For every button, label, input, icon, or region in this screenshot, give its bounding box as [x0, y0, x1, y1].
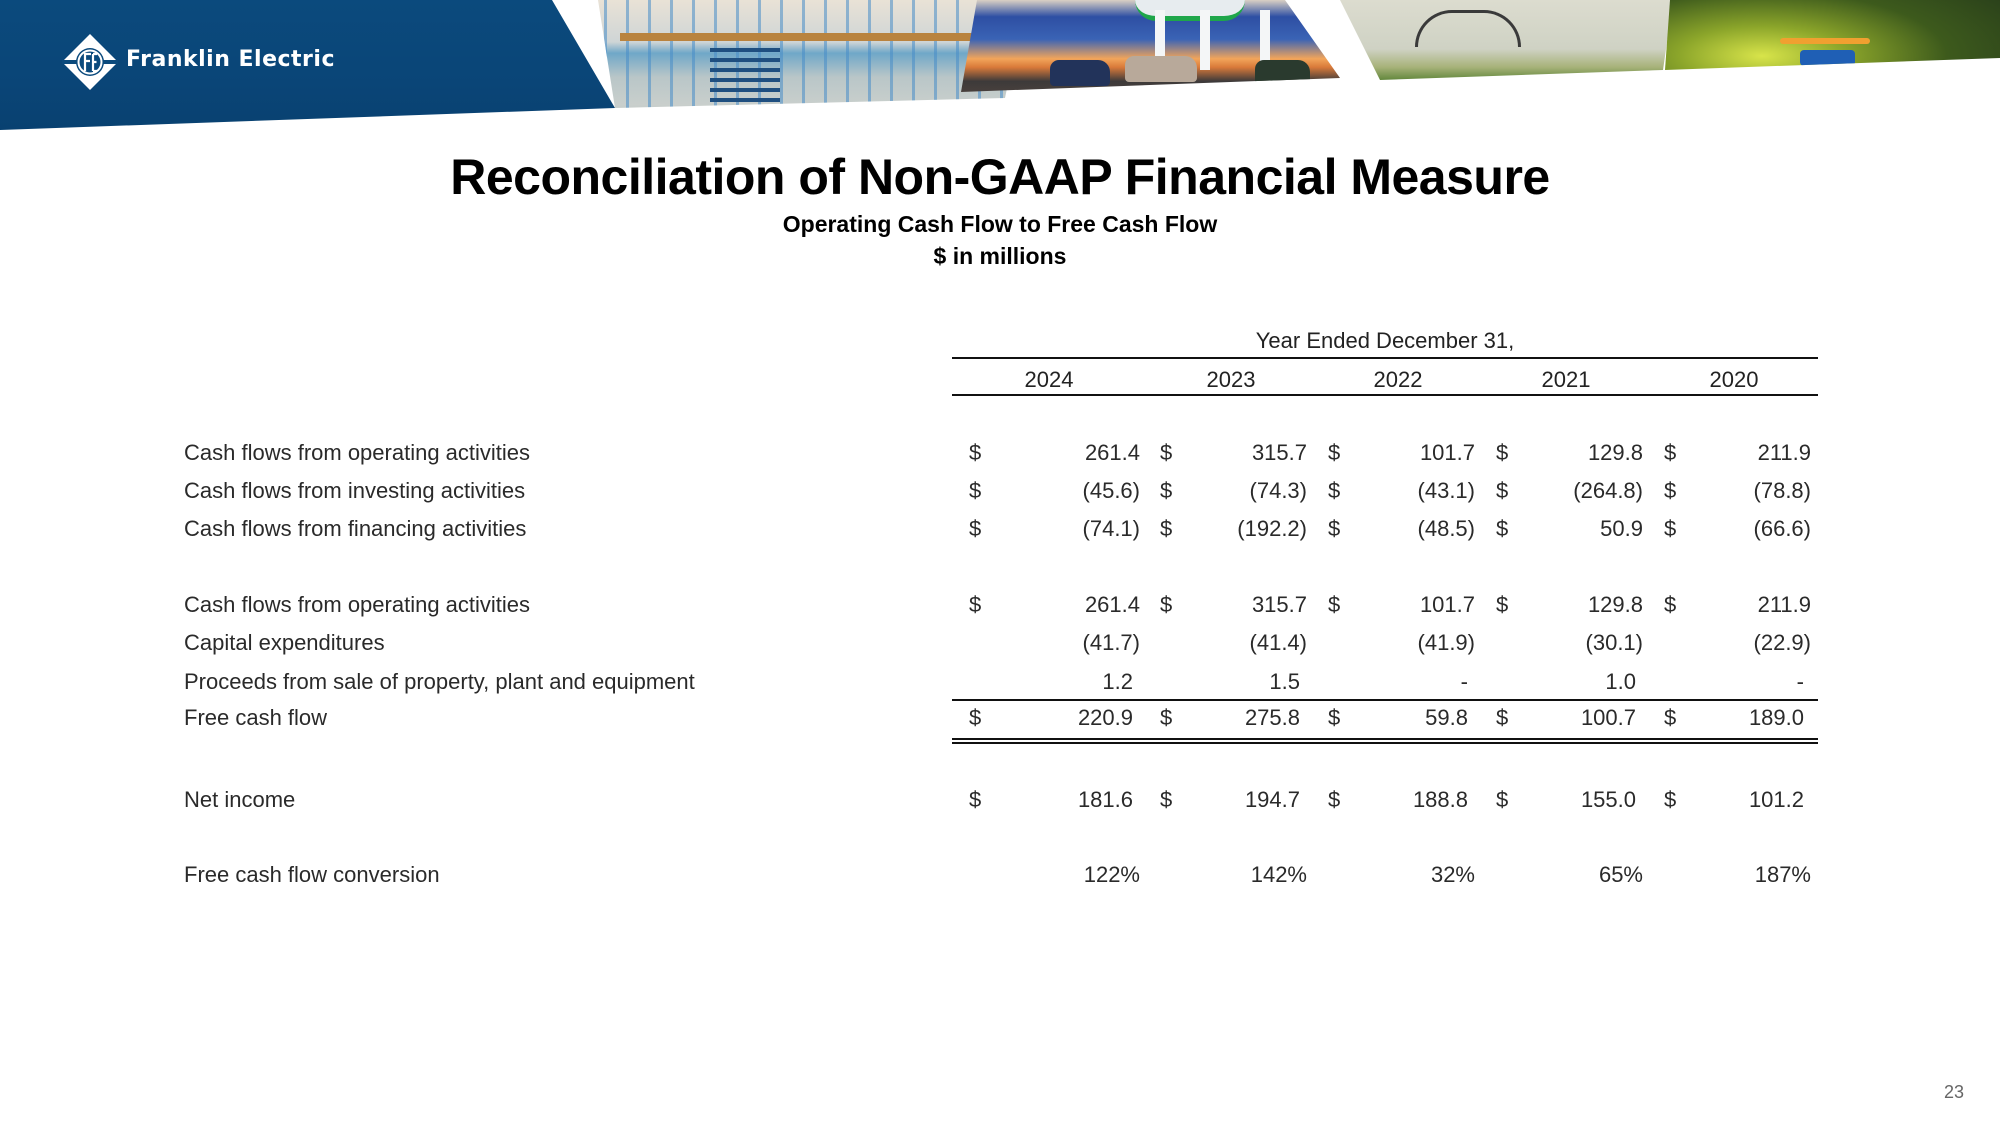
currency-symbol: $ — [1160, 440, 1173, 465]
currency-symbol: $ — [1328, 787, 1341, 812]
currency-symbol: $ — [1664, 592, 1677, 617]
table-row-capex — [0, 630, 2000, 660]
value-2022: 32% — [1430, 862, 1475, 887]
row-label: Free cash flow — [184, 705, 328, 730]
currency-symbol: $ — [969, 516, 982, 541]
table-row-operating — [0, 440, 2000, 470]
value-2021: 129.8 — [1587, 592, 1643, 617]
total-double-rule-top — [952, 738, 1818, 740]
value-2020: - — [1796, 669, 1804, 694]
currency-symbol: $ — [1664, 478, 1677, 503]
value-2021: 50.9 — [1600, 516, 1643, 541]
value-2021: 65% — [1598, 862, 1643, 887]
currency-symbol: $ — [1328, 478, 1341, 503]
sprinkler-arm — [1780, 38, 1870, 44]
irrigation-field-photo — [1295, 0, 1675, 140]
currency-symbol: $ — [1496, 440, 1509, 465]
car — [1125, 56, 1197, 82]
car — [1050, 60, 1110, 86]
value-2021: (264.8) — [1573, 478, 1643, 503]
currency-symbol: $ — [969, 787, 982, 812]
currency-symbol: $ — [1160, 592, 1173, 617]
row-label: Net income — [184, 787, 296, 812]
year-header-2020: 2020 — [1709, 367, 1759, 392]
value-2021: 100.7 — [1580, 705, 1636, 730]
year-header-2023: 2023 — [1206, 367, 1256, 392]
value-2023: 315.7 — [1251, 592, 1307, 617]
currency-symbol: $ — [969, 705, 982, 730]
value-2022: (48.5) — [1417, 516, 1475, 541]
sprinkler-base — [1800, 50, 1855, 66]
value-2024: 261.4 — [1084, 440, 1140, 465]
row-label: Proceeds from sale of property, plant and equipment — [184, 669, 695, 694]
value-2020: 211.9 — [1757, 440, 1811, 465]
subtotal-rule — [952, 699, 1818, 701]
table-row-free-cash-flow — [0, 705, 2000, 735]
value-2023: 194.7 — [1244, 787, 1300, 812]
value-2021: 155.0 — [1580, 787, 1636, 812]
value-2020: 211.9 — [1757, 592, 1811, 617]
currency-symbol: $ — [1496, 516, 1509, 541]
value-2023: 1.5 — [1269, 669, 1300, 694]
header-bottom-rule — [952, 394, 1818, 396]
year-header-2021: 2021 — [1541, 367, 1591, 392]
currency-symbol: $ — [1160, 516, 1173, 541]
currency-symbol: $ — [969, 440, 982, 465]
row-label: Cash flows from investing activities — [184, 478, 526, 503]
table-row-net-income — [0, 787, 2000, 817]
value-2020: (66.6) — [1753, 516, 1811, 541]
value-2022: (43.1) — [1417, 478, 1475, 503]
value-2023: 275.8 — [1244, 705, 1300, 730]
row-label: Cash flows from operating activities — [184, 592, 531, 617]
header-banner — [0, 0, 2000, 140]
canopy-pillar — [1200, 10, 1210, 70]
table-row-ppe-proceeds — [0, 669, 2000, 699]
value-2023: 315.7 — [1251, 440, 1307, 465]
value-2020: 187% — [1754, 862, 1811, 887]
value-2024: 1.2 — [1102, 669, 1133, 694]
currency-symbol: $ — [1328, 440, 1341, 465]
currency-symbol: $ — [1328, 516, 1341, 541]
brand-name: Franklin Electric — [126, 47, 335, 72]
value-2023: (74.3) — [1249, 478, 1307, 503]
page-subtitle: Operating Cash Flow to Free Cash Flow — [782, 211, 1218, 237]
currency-symbol: $ — [1664, 516, 1677, 541]
currency-symbol: $ — [1664, 787, 1677, 812]
value-2023: (192.2) — [1237, 516, 1307, 541]
bridge-deck — [620, 33, 1010, 41]
value-2024: (45.6) — [1082, 478, 1140, 503]
value-2024: 261.4 — [1084, 592, 1140, 617]
row-label: Cash flows from financing activities — [184, 516, 527, 541]
currency-symbol: $ — [1664, 440, 1677, 465]
header-top-rule — [952, 357, 1818, 359]
value-2021: 1.0 — [1605, 669, 1636, 694]
value-2023: (41.4) — [1249, 630, 1307, 655]
currency-symbol: $ — [1160, 478, 1173, 503]
row-label: Capital expenditures — [184, 630, 385, 655]
value-2022: 188.8 — [1412, 787, 1468, 812]
table-row-investing — [0, 478, 2000, 508]
water-treatment-photo — [560, 0, 1030, 140]
value-2022: (41.9) — [1417, 630, 1475, 655]
value-2021: 129.8 — [1587, 440, 1643, 465]
total-double-rule-bottom — [952, 742, 1818, 744]
value-2020: 101.2 — [1748, 787, 1804, 812]
currency-symbol: $ — [969, 592, 982, 617]
table-row-financing — [0, 516, 2000, 546]
year-header-2022: 2022 — [1373, 367, 1423, 392]
walkway — [710, 48, 780, 108]
value-2022: 101.7 — [1419, 592, 1475, 617]
currency-symbol: $ — [1496, 478, 1509, 503]
units-note: $ in millions — [933, 243, 1067, 269]
value-2024: 181.6 — [1077, 787, 1133, 812]
value-2022: 59.8 — [1425, 705, 1468, 730]
car — [1255, 60, 1310, 86]
row-label: Free cash flow conversion — [184, 862, 440, 887]
currency-symbol: $ — [1160, 705, 1173, 730]
row-label: Cash flows from operating activities — [184, 440, 531, 465]
value-2020: (22.9) — [1753, 630, 1811, 655]
currency-symbol: $ — [1496, 705, 1509, 730]
value-2022: 101.7 — [1419, 440, 1475, 465]
pivot-arch — [1415, 10, 1521, 47]
page-number: 23 — [1943, 1082, 1964, 1102]
value-2021: (30.1) — [1585, 630, 1643, 655]
sprinkler-photo — [1660, 0, 2000, 140]
value-2020: (78.8) — [1753, 478, 1811, 503]
value-2022: - — [1460, 669, 1468, 694]
currency-symbol: $ — [1160, 787, 1173, 812]
value-2023: 142% — [1250, 862, 1307, 887]
station-canopy — [1135, 0, 1245, 21]
value-2024: 122% — [1083, 862, 1140, 887]
currency-symbol: $ — [1496, 592, 1509, 617]
value-2024: 220.9 — [1077, 705, 1133, 730]
currency-symbol: $ — [1496, 787, 1509, 812]
gas-station-photo — [955, 0, 1345, 140]
value-2024: (74.1) — [1082, 516, 1140, 541]
value-2024: (41.7) — [1082, 630, 1140, 655]
page-title: Reconciliation of Non-GAAP Financial Measure — [450, 149, 1550, 205]
currency-symbol: $ — [1328, 592, 1341, 617]
currency-symbol: $ — [969, 478, 982, 503]
period-header: Year Ended December 31, — [1255, 328, 1515, 353]
table-row-fcf-conversion — [0, 862, 2000, 892]
franklin-electric-logo-icon — [60, 32, 120, 92]
table-row-operating-reconciliation — [0, 592, 2000, 622]
currency-symbol: $ — [1328, 705, 1341, 730]
currency-symbol: $ — [1664, 705, 1677, 730]
year-header-2024: 2024 — [1024, 367, 1074, 392]
value-2020: 189.0 — [1748, 705, 1804, 730]
